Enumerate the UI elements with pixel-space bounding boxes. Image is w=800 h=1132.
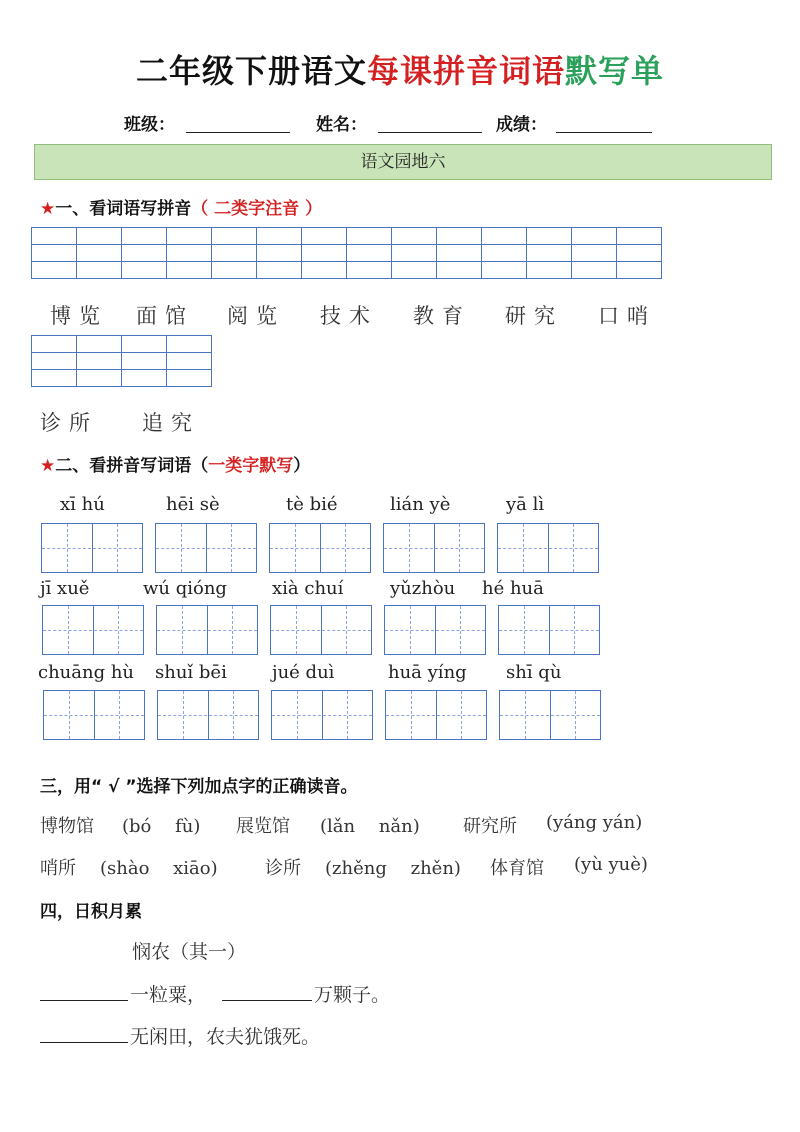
lesson-banner: 语文园地六 bbox=[34, 144, 772, 180]
poem-line2: 无闲田，农夫犹饿死。 bbox=[130, 1026, 321, 1048]
word: 研究 bbox=[505, 304, 563, 328]
score-label: 成绩： bbox=[496, 115, 547, 135]
word: 博览 bbox=[50, 304, 108, 328]
section2-title: 二、看拼音写词语（ bbox=[55, 456, 209, 476]
class-label: 班级： bbox=[124, 115, 175, 135]
pinyin-label: wú qióng bbox=[143, 578, 227, 599]
pinyin-label: yā lì bbox=[506, 494, 545, 515]
tianzige-box[interactable] bbox=[269, 523, 371, 573]
tianzige-box[interactable] bbox=[41, 523, 143, 573]
word: 教育 bbox=[413, 304, 471, 328]
choice-options[interactable]: (yáng yán) bbox=[546, 812, 643, 833]
tianzige-box[interactable] bbox=[383, 523, 485, 573]
section2-heading bbox=[40, 451, 310, 476]
pinyin-label: hé huā bbox=[482, 578, 544, 599]
pinyin-label: shuǐ bēi bbox=[155, 662, 227, 683]
choice-word: 诊所 bbox=[265, 858, 301, 879]
pinyin-label: jué duì bbox=[272, 662, 335, 683]
pinyin-grid-row1[interactable] bbox=[31, 227, 662, 279]
tianzige-box[interactable] bbox=[43, 690, 145, 740]
name-field[interactable] bbox=[378, 132, 482, 133]
pinyin-label: lián yè bbox=[390, 494, 451, 515]
tianzige-box[interactable] bbox=[497, 523, 599, 573]
pinyin-label: tè bié bbox=[286, 494, 338, 515]
choice-word: 哨所 bbox=[40, 858, 76, 879]
section4-heading: 四，日积月累 bbox=[40, 902, 142, 922]
word: 技术 bbox=[320, 304, 378, 328]
word: 追究 bbox=[142, 411, 200, 435]
pinyin-label: huā yíng bbox=[388, 662, 467, 683]
tianzige-box[interactable] bbox=[155, 523, 257, 573]
pinyin-label: jī xuě bbox=[40, 578, 90, 599]
word: 面馆 bbox=[136, 304, 194, 328]
score-field[interactable] bbox=[556, 132, 652, 133]
poem-line1-b: 万颗子。 bbox=[314, 984, 391, 1006]
tianzige-box[interactable] bbox=[157, 690, 259, 740]
pinyin-label: chuāng hù bbox=[38, 662, 135, 683]
title-part-3: 默写单 bbox=[565, 52, 665, 90]
poem-blank-1[interactable] bbox=[40, 1000, 128, 1001]
page-title bbox=[0, 46, 800, 92]
choice-options[interactable]: (lǎn nǎn) bbox=[320, 816, 420, 837]
star-icon: ★ bbox=[40, 456, 56, 476]
poem-title: 悯农（其一） bbox=[132, 941, 247, 963]
pinyin-grid-row2[interactable] bbox=[31, 335, 212, 387]
choice-options[interactable]: (shào xiāo) bbox=[100, 858, 218, 879]
poem-line1-a: 一粒粟， bbox=[130, 984, 207, 1006]
section1-note: （ 二类字注音 ） bbox=[191, 199, 323, 219]
poem-blank-2[interactable] bbox=[222, 1000, 312, 1001]
section3-heading: 三，用“ √ ”选择下列加点字的正确读音。 bbox=[40, 777, 358, 797]
tianzige-box[interactable] bbox=[270, 605, 372, 655]
pinyin-label: xià chuí bbox=[272, 578, 344, 599]
star-icon: ★ bbox=[40, 199, 56, 219]
section2-close: ） bbox=[293, 456, 311, 476]
tianzige-box[interactable] bbox=[385, 690, 487, 740]
word: 阅览 bbox=[227, 304, 285, 328]
tianzige-box[interactable] bbox=[156, 605, 258, 655]
title-part-1: 二年级下册语文 bbox=[135, 52, 367, 90]
choice-options[interactable]: (bó fù) bbox=[122, 816, 201, 837]
tianzige-box[interactable] bbox=[499, 690, 601, 740]
pinyin-label: hēi sè bbox=[166, 494, 220, 515]
pinyin-label: xī hú bbox=[60, 494, 105, 515]
choice-word: 体育馆 bbox=[490, 858, 544, 879]
title-part-2: 每课拼音词语 bbox=[366, 52, 565, 90]
tianzige-box[interactable] bbox=[271, 690, 373, 740]
class-field[interactable] bbox=[186, 132, 290, 133]
pinyin-label: yǔzhòu bbox=[390, 578, 456, 599]
choice-options[interactable]: (zhěng zhěn) bbox=[325, 858, 461, 879]
section1-heading bbox=[40, 194, 322, 219]
tianzige-box[interactable] bbox=[498, 605, 600, 655]
poem-blank-3[interactable] bbox=[40, 1042, 128, 1043]
choice-options[interactable]: (yù yuè) bbox=[574, 854, 648, 875]
name-label: 姓名： bbox=[316, 115, 367, 135]
pinyin-label: shī qù bbox=[506, 662, 562, 683]
choice-word: 展览馆 bbox=[236, 816, 290, 837]
word: 口哨 bbox=[598, 304, 656, 328]
choice-word: 博物馆 bbox=[40, 816, 94, 837]
choice-word: 研究所 bbox=[463, 816, 517, 837]
word: 诊所 bbox=[40, 411, 98, 435]
tianzige-box[interactable] bbox=[42, 605, 144, 655]
tianzige-box[interactable] bbox=[384, 605, 486, 655]
section2-note: 一类字默写 bbox=[208, 456, 294, 476]
section1-title: 一、看词语写拼音 bbox=[55, 199, 192, 219]
